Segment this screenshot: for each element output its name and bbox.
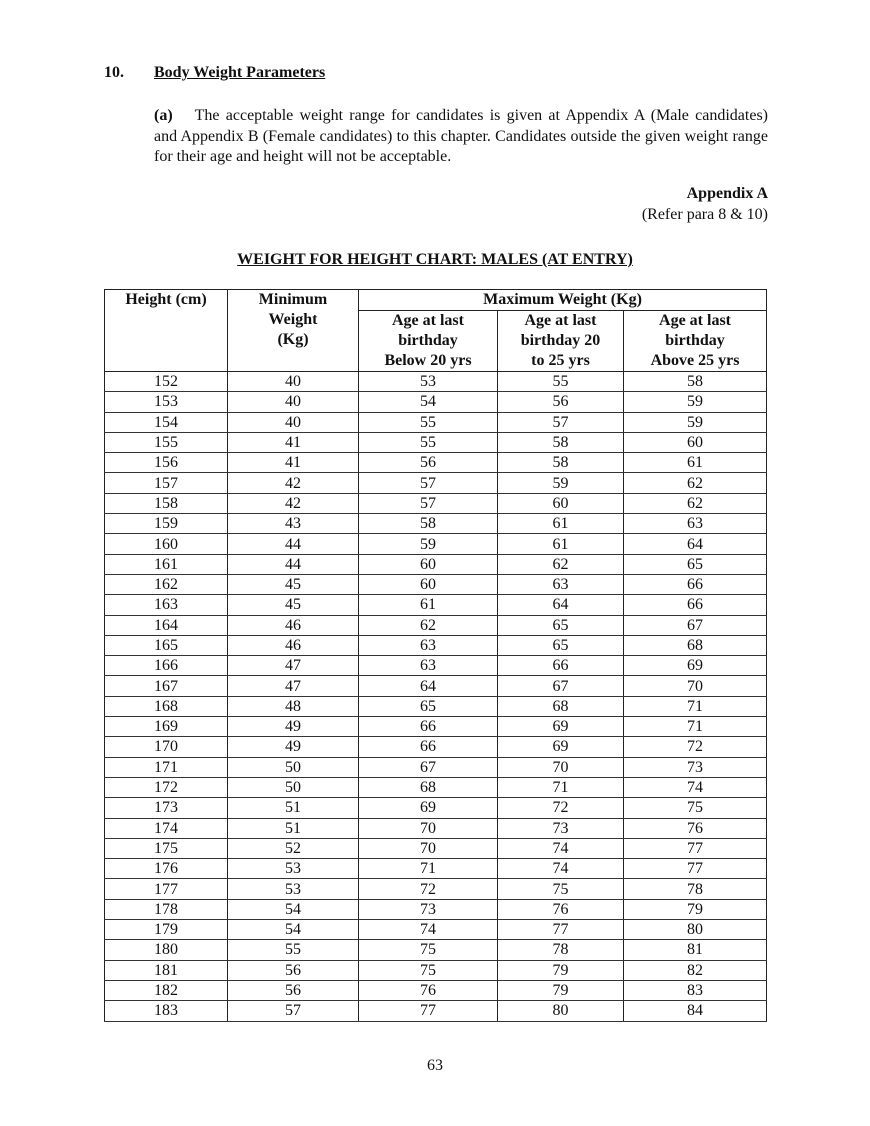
- header-maximum-weight: Maximum Weight (Kg): [359, 290, 767, 311]
- table-row: [105, 554, 767, 574]
- table-row: [105, 595, 767, 615]
- cell-height: 177: [105, 879, 228, 899]
- header-age-above-25: Age at last birthday Above 25 yrs: [624, 311, 767, 372]
- cell-max-above-25: 83: [624, 980, 767, 1000]
- cell-max-below-20: 71: [359, 859, 498, 879]
- header-age-20-to-25: Age at last birthday 20 to 25 yrs: [498, 311, 624, 372]
- cell-max-20-to-25: 60: [498, 493, 624, 513]
- section-heading: [104, 64, 325, 82]
- table-row: [105, 473, 767, 493]
- table-row: [105, 757, 767, 777]
- cell-max-below-20: 76: [359, 980, 498, 1000]
- cell-max-20-to-25: 79: [498, 960, 624, 980]
- cell-min-weight: 46: [228, 615, 359, 635]
- cell-max-above-25: 62: [624, 493, 767, 513]
- table-row: [105, 574, 767, 594]
- appendix-block: [642, 183, 768, 225]
- table-row: [105, 656, 767, 676]
- table-row: [105, 920, 767, 940]
- cell-max-below-20: 59: [359, 534, 498, 554]
- cell-max-20-to-25: 72: [498, 798, 624, 818]
- cell-max-20-to-25: 65: [498, 635, 624, 655]
- appendix-title: Appendix A: [686, 185, 768, 202]
- header-age-below-20: Age at last birthday Below 20 yrs: [359, 311, 498, 372]
- cell-min-weight: 52: [228, 838, 359, 858]
- header-minimum-weight: Minimum Weight (Kg): [228, 290, 359, 372]
- cell-height: 170: [105, 737, 228, 757]
- cell-max-above-25: 76: [624, 818, 767, 838]
- cell-height: 156: [105, 453, 228, 473]
- cell-min-weight: 45: [228, 574, 359, 594]
- cell-height: 180: [105, 940, 228, 960]
- cell-max-20-to-25: 75: [498, 879, 624, 899]
- cell-min-weight: 44: [228, 554, 359, 574]
- cell-max-below-20: 55: [359, 432, 498, 452]
- cell-height: 176: [105, 859, 228, 879]
- cell-max-below-20: 65: [359, 696, 498, 716]
- table-row: [105, 737, 767, 757]
- section-number: 10.: [104, 64, 124, 81]
- cell-height: 174: [105, 818, 228, 838]
- cell-min-weight: 50: [228, 757, 359, 777]
- cell-min-weight: 42: [228, 473, 359, 493]
- cell-min-weight: 48: [228, 696, 359, 716]
- cell-max-20-to-25: 65: [498, 615, 624, 635]
- cell-height: 178: [105, 899, 228, 919]
- cell-max-below-20: 60: [359, 574, 498, 594]
- cell-max-below-20: 66: [359, 737, 498, 757]
- cell-min-weight: 50: [228, 777, 359, 797]
- cell-min-weight: 40: [228, 372, 359, 392]
- cell-max-20-to-25: 62: [498, 554, 624, 574]
- cell-max-above-25: 59: [624, 412, 767, 432]
- cell-max-above-25: 75: [624, 798, 767, 818]
- cell-max-below-20: 72: [359, 879, 498, 899]
- cell-min-weight: 57: [228, 1001, 359, 1021]
- section-title: Body Weight Parameters: [154, 64, 326, 81]
- cell-max-above-25: 74: [624, 777, 767, 797]
- cell-height: 153: [105, 392, 228, 412]
- cell-min-weight: 46: [228, 635, 359, 655]
- cell-max-below-20: 66: [359, 717, 498, 737]
- cell-max-above-25: 71: [624, 696, 767, 716]
- table-row: [105, 534, 767, 554]
- cell-height: 173: [105, 798, 228, 818]
- cell-min-weight: 44: [228, 534, 359, 554]
- table-row: [105, 838, 767, 858]
- cell-height: 167: [105, 676, 228, 696]
- cell-max-above-25: 60: [624, 432, 767, 452]
- cell-height: 175: [105, 838, 228, 858]
- cell-height: 154: [105, 412, 228, 432]
- cell-max-below-20: 70: [359, 838, 498, 858]
- cell-max-below-20: 77: [359, 1001, 498, 1021]
- cell-max-20-to-25: 67: [498, 676, 624, 696]
- chart-title: WEIGHT FOR HEIGHT CHART: MALES (AT ENTRY): [237, 251, 633, 268]
- cell-min-weight: 53: [228, 859, 359, 879]
- cell-max-20-to-25: 73: [498, 818, 624, 838]
- cell-max-below-20: 57: [359, 473, 498, 493]
- cell-min-weight: 49: [228, 737, 359, 757]
- cell-min-weight: 42: [228, 493, 359, 513]
- table-row: [105, 798, 767, 818]
- cell-max-below-20: 58: [359, 514, 498, 534]
- table-row: [105, 899, 767, 919]
- cell-max-above-25: 73: [624, 757, 767, 777]
- table-row: [105, 493, 767, 513]
- cell-max-20-to-25: 74: [498, 859, 624, 879]
- cell-max-below-20: 75: [359, 940, 498, 960]
- cell-max-above-25: 61: [624, 453, 767, 473]
- cell-height: 163: [105, 595, 228, 615]
- cell-max-above-25: 66: [624, 574, 767, 594]
- cell-max-below-20: 57: [359, 493, 498, 513]
- appendix-reference: (Refer para 8 & 10): [641, 206, 768, 223]
- table-row: [105, 879, 767, 899]
- cell-max-above-25: 80: [624, 920, 767, 940]
- table-row: [105, 372, 767, 392]
- cell-max-above-25: 81: [624, 940, 767, 960]
- table-row: [105, 1001, 767, 1021]
- cell-max-above-25: 77: [624, 838, 767, 858]
- cell-max-above-25: 71: [624, 717, 767, 737]
- cell-max-20-to-25: 56: [498, 392, 624, 412]
- cell-max-above-25: 67: [624, 615, 767, 635]
- cell-max-20-to-25: 69: [498, 717, 624, 737]
- cell-max-below-20: 73: [359, 899, 498, 919]
- cell-height: 158: [105, 493, 228, 513]
- cell-height: 166: [105, 656, 228, 676]
- cell-min-weight: 47: [228, 676, 359, 696]
- cell-height: 161: [105, 554, 228, 574]
- weight-height-table: [104, 289, 767, 1022]
- cell-min-weight: 40: [228, 412, 359, 432]
- cell-height: 181: [105, 960, 228, 980]
- cell-max-below-20: 69: [359, 798, 498, 818]
- cell-min-weight: 54: [228, 899, 359, 919]
- cell-max-below-20: 53: [359, 372, 498, 392]
- cell-max-20-to-25: 77: [498, 920, 624, 940]
- cell-height: 162: [105, 574, 228, 594]
- cell-height: 182: [105, 980, 228, 1000]
- cell-height: 179: [105, 920, 228, 940]
- cell-height: 165: [105, 635, 228, 655]
- cell-max-20-to-25: 80: [498, 1001, 624, 1021]
- cell-max-below-20: 61: [359, 595, 498, 615]
- table-row: [105, 960, 767, 980]
- cell-max-below-20: 62: [359, 615, 498, 635]
- cell-min-weight: 56: [228, 980, 359, 1000]
- cell-min-weight: 51: [228, 818, 359, 838]
- table-row: [105, 940, 767, 960]
- cell-height: 160: [105, 534, 228, 554]
- table-row: [105, 453, 767, 473]
- cell-max-20-to-25: 74: [498, 838, 624, 858]
- paragraph-label: (a): [154, 107, 173, 124]
- cell-min-weight: 54: [228, 920, 359, 940]
- paragraph-a: [154, 106, 768, 168]
- cell-max-20-to-25: 58: [498, 453, 624, 473]
- table-row: [105, 980, 767, 1000]
- cell-max-below-20: 60: [359, 554, 498, 574]
- cell-max-above-25: 68: [624, 635, 767, 655]
- table-row: [105, 432, 767, 452]
- cell-height: 155: [105, 432, 228, 452]
- cell-max-20-to-25: 68: [498, 696, 624, 716]
- cell-min-weight: 49: [228, 717, 359, 737]
- paragraph-text: The acceptable weight range for candidates is given at Appendix A (Male candidates) and Appendix B (Female candidates) to this chapter. Candidates outside the given weight range for their age and height will not be acceptable.: [154, 107, 768, 165]
- cell-max-20-to-25: 58: [498, 432, 624, 452]
- cell-height: 168: [105, 696, 228, 716]
- cell-height: 164: [105, 615, 228, 635]
- table-row: [105, 859, 767, 879]
- cell-max-below-20: 63: [359, 635, 498, 655]
- cell-max-above-25: 66: [624, 595, 767, 615]
- cell-max-20-to-25: 71: [498, 777, 624, 797]
- table-row: [105, 676, 767, 696]
- cell-max-below-20: 74: [359, 920, 498, 940]
- cell-max-20-to-25: 70: [498, 757, 624, 777]
- cell-height: 152: [105, 372, 228, 392]
- cell-min-weight: 45: [228, 595, 359, 615]
- cell-max-below-20: 75: [359, 960, 498, 980]
- table-row: [105, 717, 767, 737]
- table-row: [105, 615, 767, 635]
- cell-min-weight: 43: [228, 514, 359, 534]
- cell-max-below-20: 55: [359, 412, 498, 432]
- cell-max-above-25: 79: [624, 899, 767, 919]
- cell-max-below-20: 63: [359, 656, 498, 676]
- cell-max-20-to-25: 63: [498, 574, 624, 594]
- cell-max-above-25: 82: [624, 960, 767, 980]
- cell-max-above-25: 77: [624, 859, 767, 879]
- cell-max-below-20: 64: [359, 676, 498, 696]
- table-row: [105, 392, 767, 412]
- header-height: Height (cm): [105, 290, 228, 372]
- table-row: [105, 514, 767, 534]
- cell-max-20-to-25: 79: [498, 980, 624, 1000]
- cell-height: 183: [105, 1001, 228, 1021]
- cell-max-20-to-25: 76: [498, 899, 624, 919]
- table-body: [105, 372, 767, 1022]
- cell-max-below-20: 56: [359, 453, 498, 473]
- cell-max-below-20: 70: [359, 818, 498, 838]
- cell-max-above-25: 69: [624, 656, 767, 676]
- cell-height: 171: [105, 757, 228, 777]
- cell-max-20-to-25: 66: [498, 656, 624, 676]
- cell-max-20-to-25: 69: [498, 737, 624, 757]
- cell-max-20-to-25: 78: [498, 940, 624, 960]
- cell-max-below-20: 68: [359, 777, 498, 797]
- cell-height: 172: [105, 777, 228, 797]
- table-row: [105, 635, 767, 655]
- cell-max-20-to-25: 55: [498, 372, 624, 392]
- cell-height: 157: [105, 473, 228, 493]
- cell-max-above-25: 59: [624, 392, 767, 412]
- table-row: [105, 818, 767, 838]
- cell-min-weight: 53: [228, 879, 359, 899]
- cell-min-weight: 47: [228, 656, 359, 676]
- cell-height: 169: [105, 717, 228, 737]
- table-row: [105, 696, 767, 716]
- cell-max-above-25: 84: [624, 1001, 767, 1021]
- cell-max-below-20: 67: [359, 757, 498, 777]
- cell-max-above-25: 65: [624, 554, 767, 574]
- cell-max-20-to-25: 61: [498, 534, 624, 554]
- cell-max-above-25: 78: [624, 879, 767, 899]
- cell-max-20-to-25: 61: [498, 514, 624, 534]
- cell-max-above-25: 64: [624, 534, 767, 554]
- cell-min-weight: 51: [228, 798, 359, 818]
- cell-min-weight: 55: [228, 940, 359, 960]
- cell-height: 159: [105, 514, 228, 534]
- cell-min-weight: 41: [228, 432, 359, 452]
- cell-max-20-to-25: 57: [498, 412, 624, 432]
- cell-max-above-25: 70: [624, 676, 767, 696]
- cell-min-weight: 56: [228, 960, 359, 980]
- cell-max-above-25: 58: [624, 372, 767, 392]
- page-number: 63: [427, 1057, 443, 1074]
- cell-max-above-25: 72: [624, 737, 767, 757]
- cell-min-weight: 40: [228, 392, 359, 412]
- table-row: [105, 777, 767, 797]
- cell-max-above-25: 63: [624, 514, 767, 534]
- cell-max-20-to-25: 59: [498, 473, 624, 493]
- cell-max-above-25: 62: [624, 473, 767, 493]
- table-row: [105, 412, 767, 432]
- cell-max-20-to-25: 64: [498, 595, 624, 615]
- cell-max-below-20: 54: [359, 392, 498, 412]
- cell-min-weight: 41: [228, 453, 359, 473]
